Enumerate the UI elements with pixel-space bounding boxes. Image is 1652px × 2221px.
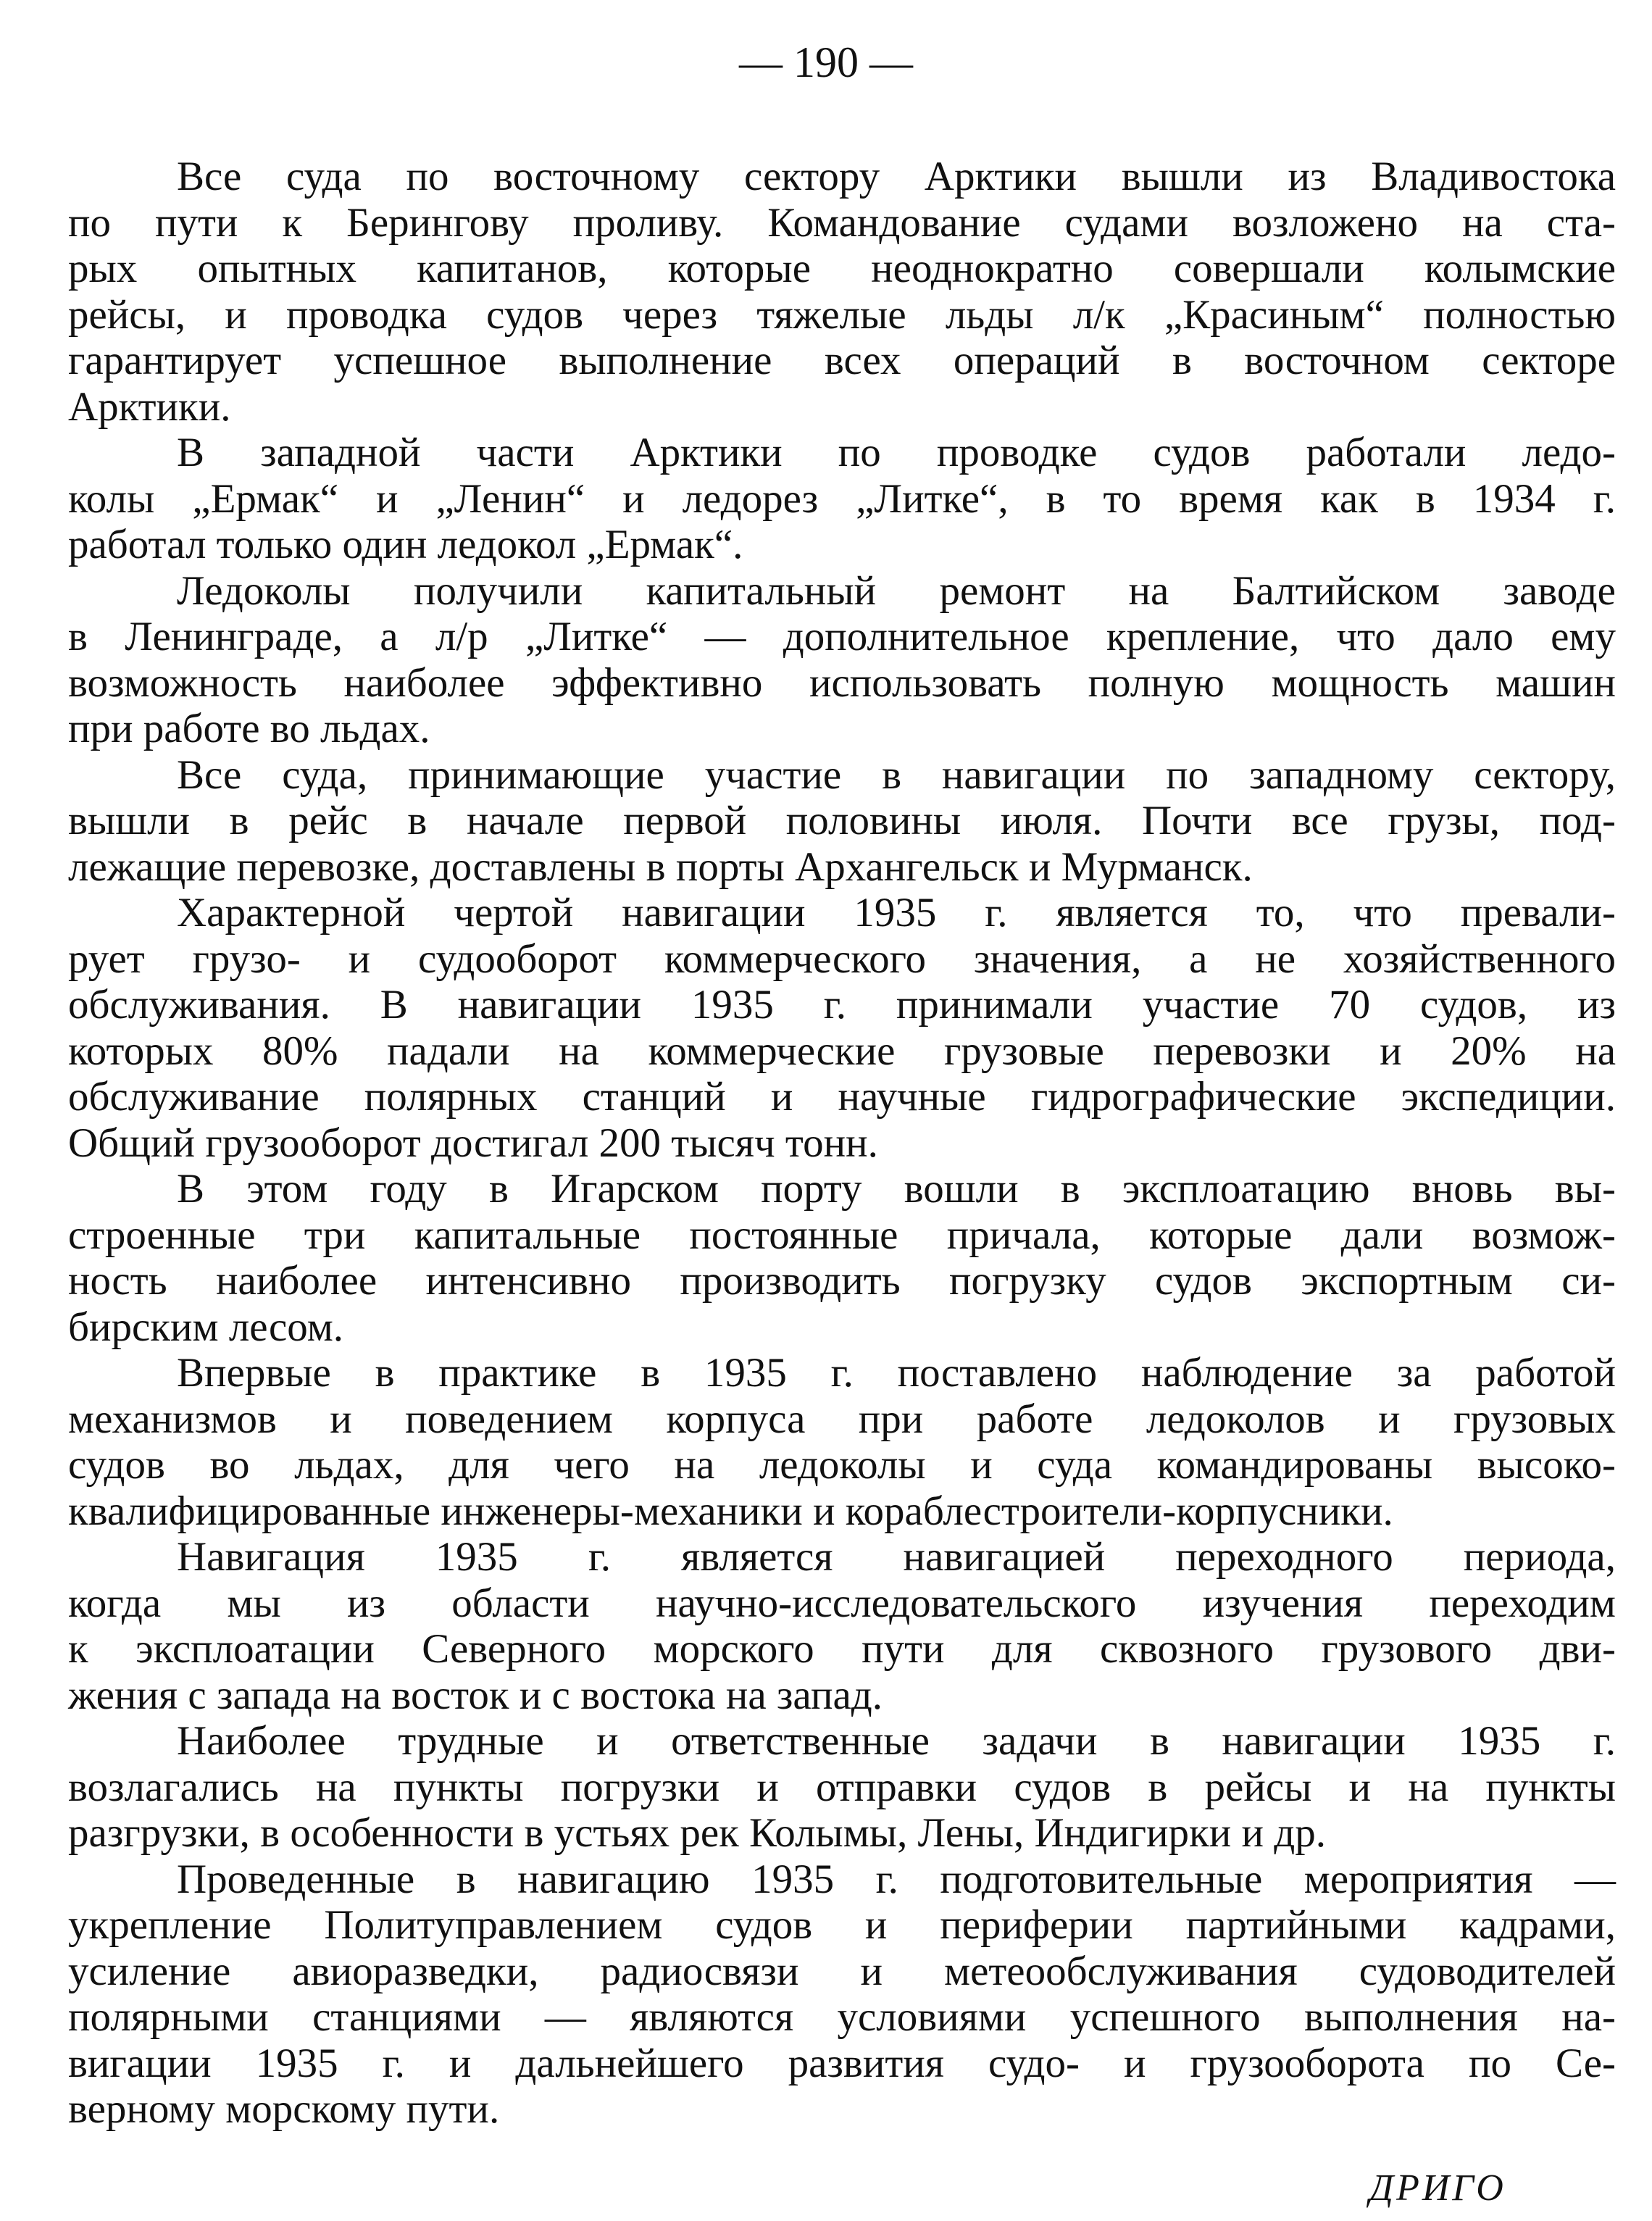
author-signature: ДРИГО — [1369, 2167, 1506, 2209]
paragraph — [68, 1534, 1616, 1718]
paragraph — [68, 1166, 1616, 1350]
text-line: верному морскому пути. — [68, 2086, 500, 2132]
paragraph — [68, 568, 1616, 752]
text-line: вышли в рейс в начале первой половины июля. Почти все грузы, под- — [68, 798, 1616, 843]
text-line: возлагались на пункты погрузки и отправки судов в рейсы и на пункты — [68, 1764, 1616, 1810]
text-line: при работе во льдах. — [68, 706, 430, 751]
text-line: обслуживание полярных станций и научные гидрографические экспедиции. — [68, 1074, 1616, 1120]
text-line: обслуживания. В навигации 1935 г. принимали участие 70 судов, из — [68, 982, 1616, 1028]
text-line: жения с запада на восток и с востока на запад. — [68, 1672, 883, 1718]
text-line: лежащие перевозке, доставлены в порты Архангельск и Мурманск. — [68, 843, 1253, 890]
paragraph — [68, 1718, 1616, 1857]
text-line: работал только один ледокол „Ермак“. — [68, 522, 743, 567]
text-line: Впервые в практике в 1935 г. поставлено наблюдение за работой — [177, 1350, 1616, 1396]
text-line: по пути к Берингову проливу. Командование судами возложено на ста- — [68, 199, 1616, 246]
text-line: Навигация 1935 г. является навигацией переходного периода, — [177, 1534, 1616, 1580]
text-line: рых опытных капитанов, которые неоднократно совершали колымские — [68, 246, 1616, 291]
text-line: Общий грузооборот достигал 200 тысяч тонн. — [68, 1120, 878, 1166]
paragraph — [68, 1350, 1616, 1534]
text-line: усиление авиоразведки, радиосвязи и метеообслуживания судоводителей — [68, 1948, 1616, 1994]
text-line: Все суда по восточному сектору Арктики вышли из Владивостока — [177, 154, 1616, 199]
paragraph — [68, 430, 1616, 568]
text-line: бирским лесом. — [68, 1304, 344, 1350]
text-line: к эксплоатации Северного морского пути для сквозного грузового дви- — [68, 1626, 1616, 1672]
text-line: Все суда, принимающие участие в навигации по западному сектору, — [177, 751, 1616, 798]
text-line: рейсы, и проводка судов через тяжелые льды л/к „Красиным“ полностью — [68, 291, 1616, 338]
text-line: строенные три капитальные постоянные причала, которые дали возмож- — [68, 1212, 1616, 1258]
paragraph — [68, 1857, 1616, 2133]
text-line: вигации 1935 г. и дальнейшего развития судо- и грузооборота по Се- — [68, 2040, 1616, 2086]
text-line: когда мы из области научно-исследовательского изучения переходим — [68, 1580, 1616, 1626]
text-line: судов во льдах, для чего на ледоколы и суда командированы высоко- — [68, 1442, 1616, 1488]
body-text — [68, 154, 1616, 2133]
text-line: полярными станциями — являются условиями успешного выполнения на- — [68, 1994, 1616, 2040]
text-line: В западной части Арктики по проводке судов работали ледо- — [177, 430, 1616, 475]
text-line: механизмов и поведением корпуса при работе ледоколов и грузовых — [68, 1396, 1616, 1442]
paragraph — [68, 890, 1616, 1166]
text-line: которых 80% падали на коммерческие грузовые перевозки и 20% на — [68, 1028, 1616, 1074]
text-line: Ледоколы получили капитальный ремонт на Балтийском заводе — [177, 567, 1616, 614]
text-line: Проведенные в навигацию 1935 г. подготовительные мероприятия — — [177, 1856, 1616, 1902]
text-line: гарантирует успешное выполнение всех операций в восточном секторе — [68, 338, 1616, 383]
text-line: возможность наиболее эффективно использовать полную мощность машин — [68, 659, 1616, 706]
text-line: в Ленинграде, а л/р „Литке“ — дополнительное крепление, что дало ему — [68, 614, 1616, 659]
text-line: разгрузки, в особенности в устьях рек Колымы, Лены, Индигирки и др. — [68, 1810, 1326, 1856]
text-line: Характерной чертой навигации 1935 г. является то, что превали- — [177, 890, 1616, 936]
text-line: колы „Ермак“ и „Ленин“ и ледорез „Литке“, в то время как в 1934 г. — [68, 475, 1616, 522]
text-line: Арктики. — [68, 383, 231, 430]
text-line: квалифицированные инженеры-механики и кораблестроители-корпусники. — [68, 1488, 1393, 1534]
text-line: Наиболее трудные и ответственные задачи в навигации 1935 г. — [177, 1718, 1616, 1764]
text-line: В этом году в Игарском порту вошли в эксплоатацию вновь вы- — [177, 1166, 1616, 1212]
text-line: укрепление Политуправлением судов и периферии партийными кадрами, — [68, 1902, 1616, 1948]
page-number: — 190 — — [739, 38, 913, 86]
text-line: рует грузо- и судооборот коммерческого значения, а не хозяйственного — [68, 936, 1616, 982]
paragraph — [68, 752, 1616, 891]
paragraph — [68, 154, 1616, 430]
text-line: ность наиболее интенсивно производить погрузку судов экспортным си- — [68, 1258, 1616, 1304]
